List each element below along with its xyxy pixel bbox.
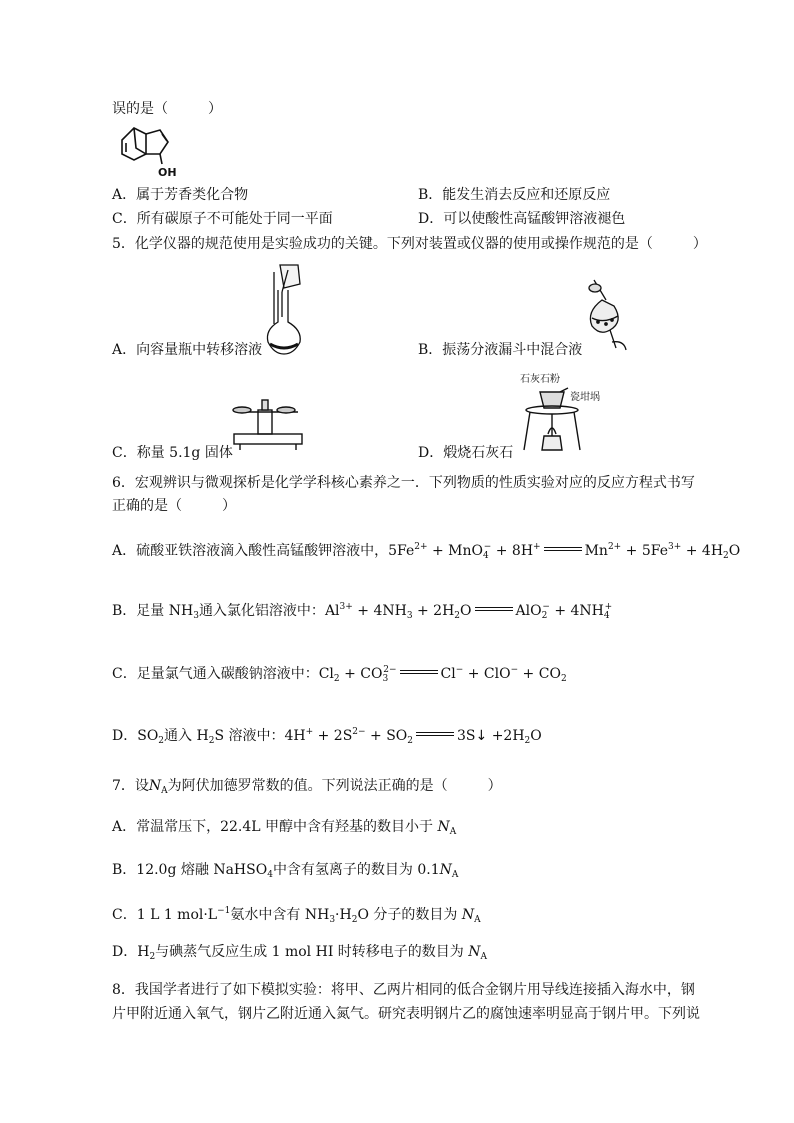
q6-option-b: B．足量 $NH_3$通入氯化铝溶液中：$Al^{3+} + 4NH_3 + 2H_2O$ $AlO_2^- + 4NH_4^+$ — [112, 602, 613, 621]
q4-stem: 误的是（ ） — [112, 101, 222, 117]
q6-stem-line1: 6．宏观辨识与微观探析是化学学科核心素养之一．下列物质的性质实验对应的反应方程式书写 — [112, 475, 695, 491]
q5-stem: 5．化学仪器的规范使用是实验成功的关键。下列对装置或仪器的使用或操作规范的是（ ） — [112, 236, 707, 252]
q5-figure-d-crucible-tripod — [520, 384, 584, 460]
q4-option-c: C．所有碳原子不可能处于同一平面 — [112, 211, 333, 227]
q7-option-d: D．$H_2$与碘蒸气反应生成 1 mol HI 时转移电子的数目为 $N_A$ — [112, 944, 488, 962]
oh-label: OH — [158, 166, 177, 179]
q8-line1: 8．我国学者进行了如下模拟实验：将甲、乙两片相同的低合金钢片用导线连接插入海水中，钢 — [112, 982, 695, 998]
fig-d-label-powder: 石灰石粉 — [520, 374, 560, 385]
q5-option-a: A．向容量瓶中转移溶液 — [112, 342, 263, 358]
q6-option-c: C．足量氯气通入碳酸钠溶液中：$Cl_2 + CO_3^{2-}$ $Cl^- + ClO^- + CO_2$ — [112, 665, 567, 684]
q4-option-a: A．属于芳香类化合物 — [112, 187, 249, 203]
fig-d-label-crucible: 瓷坩埚 — [570, 392, 600, 403]
q4-option-d: D．可以使酸性高锰酸钾溶液褪色 — [418, 211, 626, 227]
q5-option-d: D．煅烧石灰石 — [418, 445, 514, 461]
q5-figure-c-balance — [228, 396, 308, 454]
q7-option-c: C．1 L 1 $mol\cdot L^{-1}$氨水中含有 $NH_3\cdot H_2O$ 分子的数目为 $N_A$ — [112, 906, 481, 925]
q5-figure-a-volumetric-flask — [262, 262, 322, 357]
q5-option-c: C．称量 5.1g 固体 — [112, 445, 233, 461]
q6-option-a: A．硫酸亚铁溶液滴入酸性高锰酸钾溶液中，$5Fe^{2+} + MnO_4^- + 8H^+$ $Mn^{2+} + 5Fe^{3+} + 4H_2O$ — [112, 542, 741, 561]
q7-option-a: A．常温常压下，22.4L 甲醇中含有羟基的数目小于 $N_A$ — [112, 819, 457, 837]
q7-stem: 7．设$N_A$为阿伏加德罗常数的值。下列说法正确的是（ ） — [112, 778, 502, 796]
q7-option-b: B．12.0g 熔融 NaHSO$_4$中含有氢离子的数目为 $0.1N_A$ — [112, 862, 459, 880]
q6-stem-line2: 正确的是（ ） — [112, 498, 236, 514]
q8-line2: 片甲附近通入氧气，钢片乙附近通入氮气。研究表明钢片乙的腐蚀速率明显高于钢片甲。下列说 — [112, 1006, 700, 1022]
q4-structure-figure — [112, 118, 192, 180]
q5-figure-b-separatory-funnel — [584, 278, 630, 358]
q4-option-b: B．能发生消去反应和还原反应 — [418, 187, 611, 203]
q6-option-d: D．$SO_2$通入 $H_2S$ 溶液中：$4H^+ + 2S^{2-} + SO_2$ 3S↓ $+2H_2O$ — [112, 727, 542, 746]
q5-option-b: B．振荡分液漏斗中混合液 — [418, 342, 583, 358]
